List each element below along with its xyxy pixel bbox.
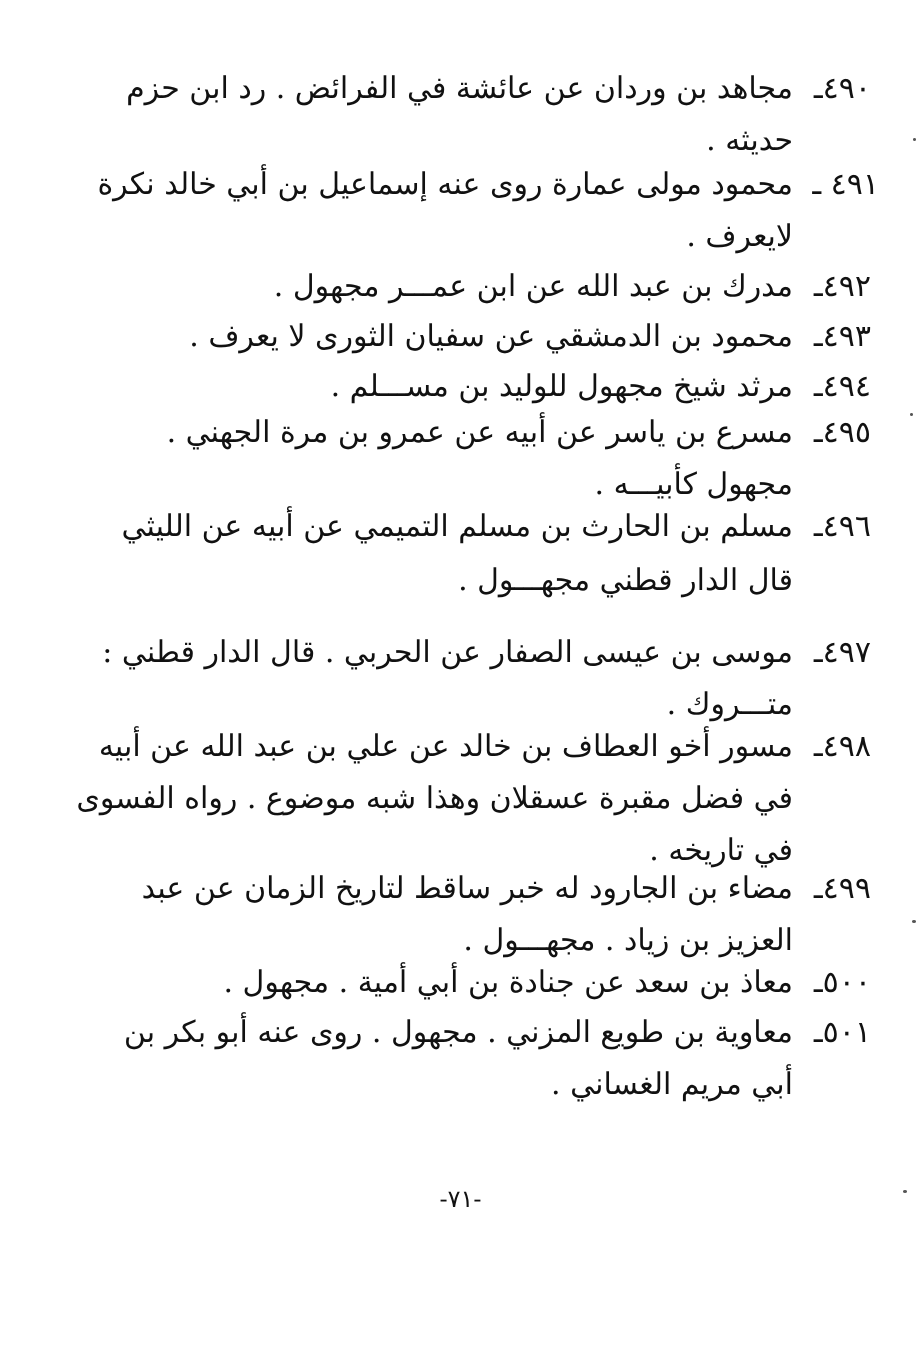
entry-text-line: مجهول كأبيـــه .	[594, 467, 793, 502]
entry-text-line: مضاء بن الجارود له خبر ساقط لتاريخ الزمان عن عبد	[141, 871, 793, 906]
entry-496	[121, 500, 871, 610]
entry-number: ٤٩٠ـ	[813, 71, 871, 106]
entry-text-line: معاذ بن سعد عن جنادة بن أبي أمية . مجهول .	[223, 965, 793, 1000]
entry-text-line: أبي مريم الغساني .	[551, 1067, 793, 1102]
entry-text-line: في تاريخه .	[649, 833, 793, 868]
entry-text-line: مسور أخو العطاف بن خالد عن علي بن عبد الله عن أبيه	[98, 729, 793, 764]
entry-text-line: مرثد شيخ مجهول للوليد بن مســـلم .	[330, 369, 793, 404]
entry-text-line: محمود بن الدمشقي عن سفيان الثورى لا يعرف .	[189, 319, 793, 354]
entry-490	[126, 62, 871, 172]
entry-text-line: العزيز بن زياد . مجهـــول .	[463, 923, 793, 958]
entry-text-line: محمود مولى عمارة روى عنه إسماعيل بن أبي خالد نكرة	[97, 167, 793, 202]
entry-text-line: قال الدار قطني مجهـــول .	[458, 563, 793, 598]
entry-text-line: في فضل مقبرة عسقلان وهذا شبه موضوع . رواه الفسوى	[76, 781, 793, 816]
entry-number: ٤٩٣ـ	[813, 319, 871, 354]
entry-number: ٤٩٤ـ	[813, 369, 871, 404]
scan-speck	[913, 138, 916, 141]
entry-text-line: مسرع بن ياسر عن أبيه عن عمرو بن مرة الجهني .	[166, 415, 793, 450]
entry-number: ٥٠١ـ	[813, 1015, 871, 1050]
entry-number: ٥٠٠ـ	[813, 965, 871, 1000]
entry-498	[76, 720, 871, 880]
entry-text-line: لايعرف .	[686, 219, 793, 254]
entry-491	[97, 158, 879, 268]
entry-text-line: حديثه .	[706, 123, 793, 158]
entry-501	[123, 1006, 871, 1116]
entry-number: ٤٩٦ـ	[813, 509, 871, 544]
entry-number: ٤٩٩ـ	[813, 871, 871, 906]
entry-text-line: معاوية بن طويع المزني . مجهول . روى عنه أبو بكر بن	[123, 1015, 793, 1050]
entry-number: ٤٩٧ـ	[813, 635, 871, 670]
scan-speck	[912, 920, 916, 923]
entry-number: ٤٩٥ـ	[813, 415, 871, 450]
entry-text-line: مسلم بن الحارث بن مسلم التميمي عن أبيه عن الليثي	[121, 509, 793, 544]
entry-text-line: متـــروك .	[666, 687, 793, 722]
entry-text-line: مجاهد بن وردان عن عائشة في الفرائض . رد ابن حزم	[126, 71, 793, 106]
entry-number: ٤٩٢ـ	[813, 269, 871, 304]
scan-speck	[903, 1190, 907, 1193]
entry-492	[251, 260, 871, 314]
page-number: -٧١-	[439, 1185, 482, 1213]
entry-493	[189, 310, 871, 364]
entry-text-line: موسى بن عيسى الصفار عن الحربي . قال الدار قطني :	[102, 635, 793, 670]
scan-speck	[910, 413, 913, 416]
entry-500	[223, 956, 871, 1010]
entry-number: ٤٩١ ـ	[812, 167, 879, 202]
entry-number: ٤٩٨ـ	[813, 729, 871, 764]
entry-text-line: مدرك بن عبد الله عن ابن عمـــر مجهول .	[273, 269, 793, 304]
